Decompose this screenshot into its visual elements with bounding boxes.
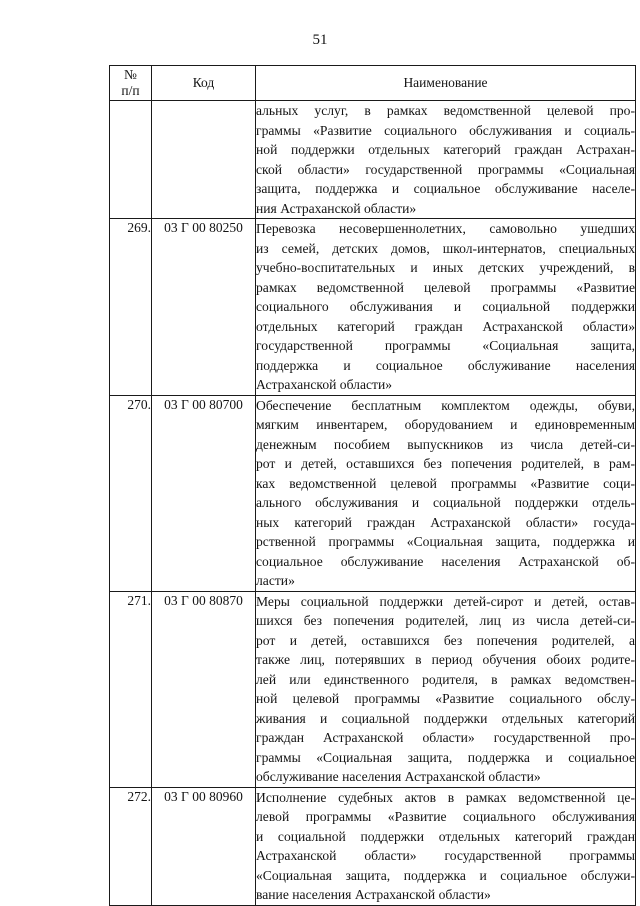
name-line: ской области» государственной программы «Социальная <box>256 161 635 177</box>
row-code: 03 Г 00 80870 <box>152 591 256 787</box>
row-code: 03 Г 00 80960 <box>152 787 256 905</box>
table-body <box>110 101 636 906</box>
name-line: поддержка и социальное обслуживание населения <box>256 357 635 373</box>
name-line: государственной программы «Социальная защита, <box>256 338 635 353</box>
name-line: из семей, детских домов, школ-интернатов, специальных <box>256 240 635 256</box>
table-row <box>110 395 636 591</box>
name-line: граммы «Развитие социального обслуживания и социаль- <box>256 122 635 138</box>
row-name <box>256 219 636 396</box>
table-row <box>110 591 636 787</box>
name-line: «Социальная защита, поддержка и социальное обслужи- <box>256 867 635 883</box>
row-code <box>152 101 256 219</box>
name-line: рственной программы «Социальная защита, поддержка и <box>256 534 635 549</box>
name-line: граждан Астраханской области» государственной про- <box>256 730 635 745</box>
budget-classification-table <box>109 65 636 906</box>
table-row <box>110 101 636 219</box>
row-number <box>110 101 152 219</box>
name-line: также лиц, потерявших в период обучения обоих родите- <box>256 652 635 667</box>
name-line: рот и детей, оставшихся без попечения родителей, в рам- <box>256 456 635 471</box>
table-header-row <box>110 66 636 101</box>
name-line: альных услуг, в рамках ведомственной целевой про- <box>256 103 635 118</box>
name-line: и социальной поддержки отдельных категорий граждан <box>256 828 635 844</box>
name-line: Астраханской области» государственной программы <box>256 848 635 863</box>
row-number: 271. <box>110 591 152 787</box>
row-number: 269. <box>110 219 152 396</box>
name-line: лей или единственного родителя, в рамках ведомствен- <box>256 671 635 687</box>
name-line: рамках ведомственной целевой программы «Развитие <box>256 279 635 295</box>
header-code: Код <box>152 66 256 101</box>
name-line: защита, поддержка и социальное обслуживание населе- <box>256 181 635 196</box>
name-line: Исполнение судебных актов в рамках ведомственной це- <box>256 789 635 805</box>
row-number: 272. <box>110 787 152 905</box>
header-number <box>110 66 152 101</box>
table-row <box>110 787 636 905</box>
name-line: вание населения Астраханской области» <box>256 887 491 902</box>
row-number: 270. <box>110 395 152 591</box>
name-line: ласти» <box>256 573 295 588</box>
row-name <box>256 591 636 787</box>
table-row <box>110 219 636 396</box>
name-line: денежным пособием выпускников из числа детей-си- <box>256 436 635 452</box>
row-name <box>256 101 636 219</box>
name-line: граммы «Социальная защита, поддержка и социальное <box>256 749 635 765</box>
name-line: учебно-воспитательных и иных детских учреждений, в <box>256 260 635 275</box>
name-line: Перевозка несовершеннолетних, самовольно ушедших <box>256 221 635 236</box>
name-line: живания и социальной поддержки отдельных категорий <box>256 710 635 726</box>
name-line: обслуживание населения Астраханской области» <box>256 769 541 784</box>
name-line: ных категорий граждан Астраханской области» госуда- <box>256 514 635 530</box>
name-line: ках ведомственной целевой программы «Развитие соци- <box>256 475 635 491</box>
name-line: ния Астраханской области» <box>256 200 417 216</box>
name-line: социальное обслуживание населения Астраханской об- <box>256 553 635 569</box>
row-name <box>256 395 636 591</box>
name-line: отдельных категорий граждан Астраханской области» <box>256 318 635 334</box>
name-line: социального обслуживания и социальной поддержки <box>256 299 635 314</box>
name-line: Меры социальной поддержки детей-сирот и детей, остав- <box>256 593 635 609</box>
header-number-line2: п/п <box>121 83 140 98</box>
name-line: мягким инвентарем, оборудованием и единовременным <box>256 417 635 432</box>
header-name: Наименование <box>256 66 636 101</box>
row-code: 03 Г 00 80250 <box>152 219 256 396</box>
row-code: 03 Г 00 80700 <box>152 395 256 591</box>
name-line: ального обслуживания и социальной поддержки отдель- <box>256 495 635 510</box>
name-line: ной поддержки отдельных категорий граждан Астрахан- <box>256 142 635 157</box>
name-line: Обеспечение бесплатным комплектом одежды, обуви, <box>256 397 635 413</box>
page-number: 51 <box>312 32 328 48</box>
name-line: шихся без попечения родителей, лиц из числа детей-си- <box>256 613 635 628</box>
row-name <box>256 787 636 905</box>
name-line: Астраханской области» <box>256 377 393 392</box>
header-number-line1: № <box>124 67 137 82</box>
name-line: рот и детей, оставшихся без попечения родителей, а <box>256 632 635 648</box>
name-line: левой программы «Развитие социального обслуживания <box>256 809 635 824</box>
name-line: ной целевой программы «Развитие социального обслу- <box>256 691 635 706</box>
